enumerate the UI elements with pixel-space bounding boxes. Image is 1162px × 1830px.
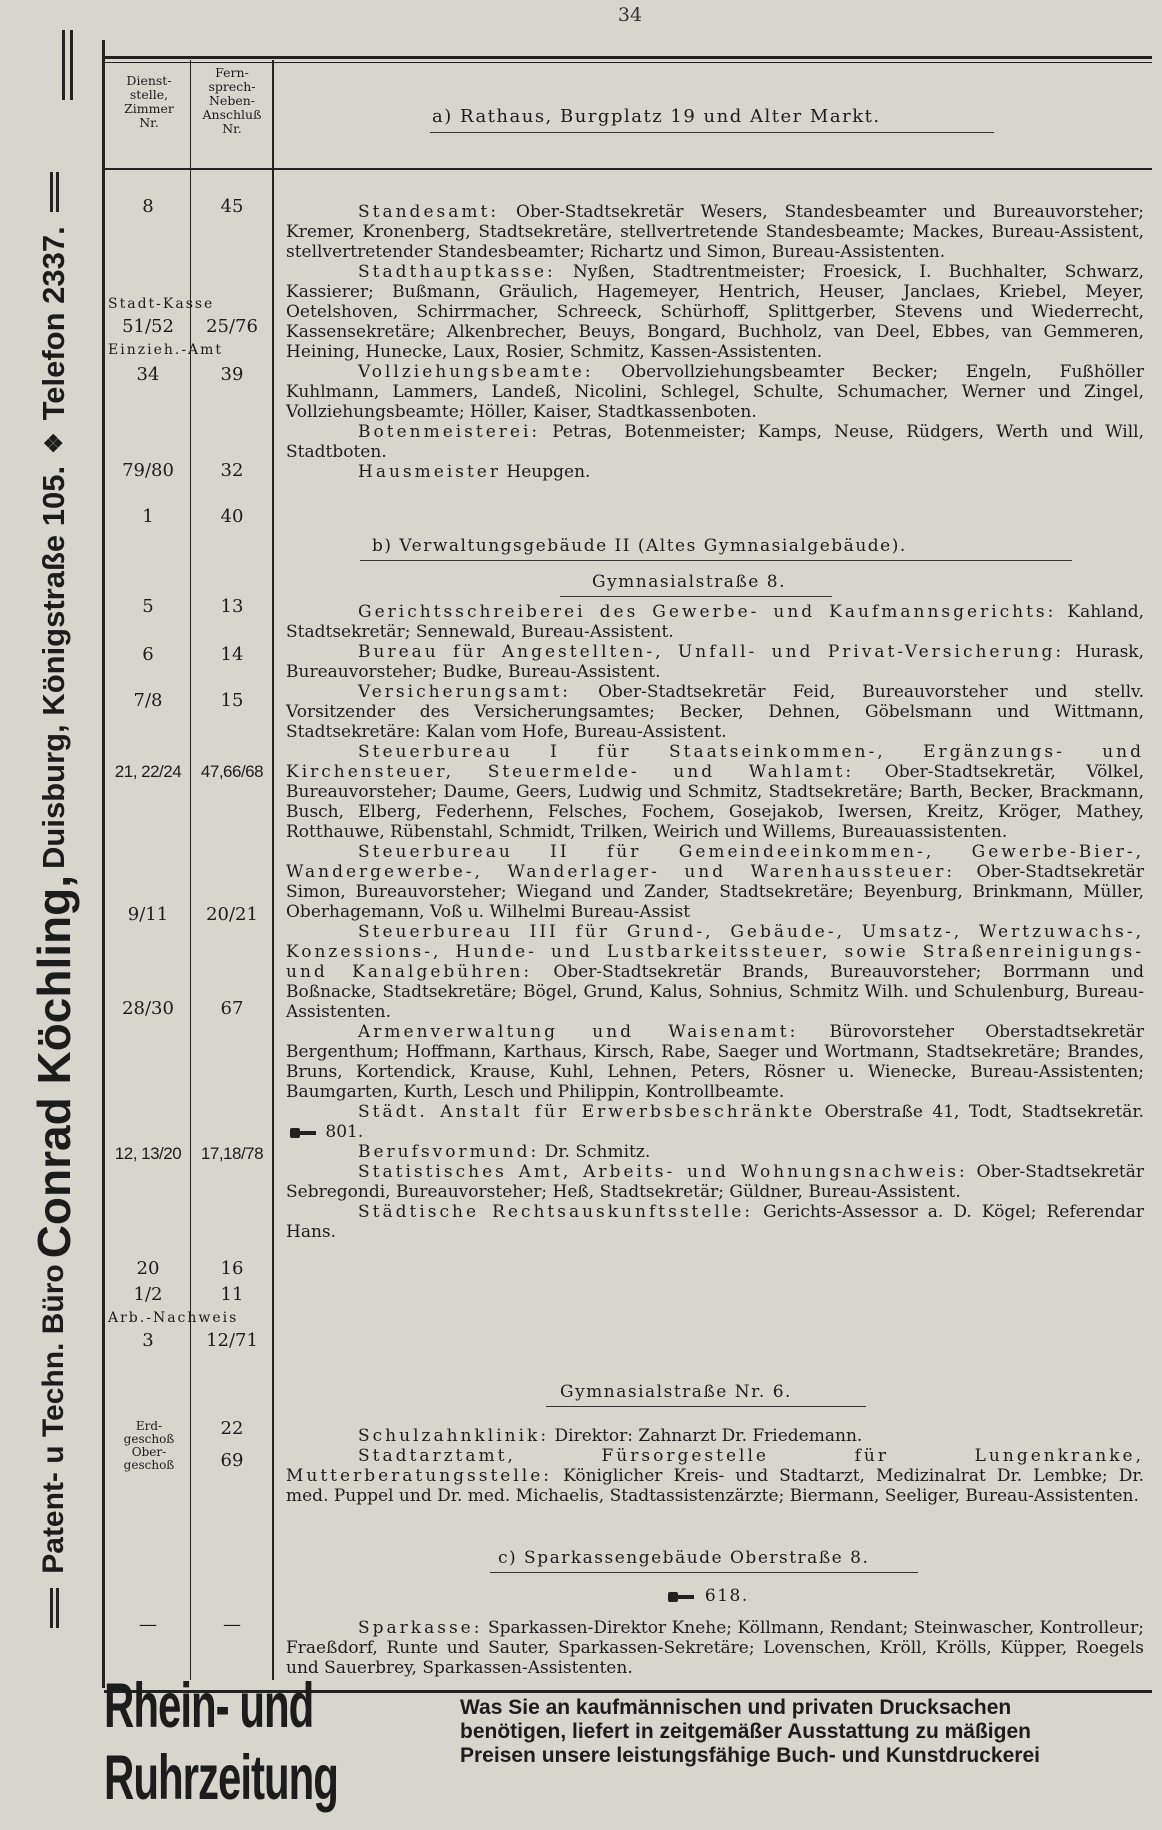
entry-schulzahnklinik: Schulzahnklinik: Direktor: Zahnarzt Dr. Friedemann. (358, 1426, 863, 1446)
side-advertisement (14, 30, 94, 1700)
room-label: Arb.-Nachweis (108, 1310, 239, 1326)
section-c-title: c) Sparkassengebäude Oberstraße 8. (498, 1548, 870, 1568)
room-number: — (139, 1614, 157, 1635)
room-number: 5 (142, 596, 154, 617)
newspaper-brand: Rhein- und Ruhrzeitung (104, 1670, 338, 1813)
section-b2-street: Gymnasialstraße Nr. 6. (560, 1382, 792, 1402)
entry-vollziehungsbeamte: Vollziehungsbeamte: Obervollziehungsbeamter Becker; Engeln, Fußhöller Kuhlmann, Lammers, Landeß, Nicolini, Schlegel, Schulte, Schumacher, Werner und Zingel, Vollziehungsbeamte; Höller, Kaiser, Stadtkassenboten. (286, 362, 1144, 422)
entries-block-c (286, 1618, 1144, 1678)
phone-extension: 25/76 (206, 316, 258, 337)
phone-extension: — (223, 1614, 241, 1635)
entry-steuerbureau-2: Steuerbureau II für Gemeindeeinkommen-, Gewerbe-Bier-, Wandergewerbe-, Wanderlager- und Warenhaussteuer: Ober-Stadtsekretär Simon, Bureauvorsteher; Wiegand und Zander, Stadtsekretäre; Beyenburg, Brinkmann, Müller, Oberhagemann, Voß u. Wilhelmi Bureau-Assist (286, 842, 1144, 922)
entry-bureau-angestellten: Bureau für Angestellten-, Unfall- und Privat-Versicherung: Hurask, Bureauvorsteher; Budke, Bureau-Assistent. (286, 642, 1145, 682)
phone-extension: 14 (220, 644, 244, 665)
header-room: Dienst- stelle, Zimmer Nr. (124, 73, 174, 130)
phone-extension: 12/71 (206, 1330, 258, 1351)
phone-extension: 47,66/68 (200, 762, 264, 781)
room-label: Stadt-Kasse (108, 296, 215, 312)
room-number: 7/8 (133, 690, 163, 711)
entry-sparkasse: Sparkasse: Sparkassen-Direktor Knehe; Köllmann, Rendant; Steinwascher, Kontrolleur; Fraeßdorf, Runte und Sauter, Sparkassen-Sekretäre; Lovenschen, Kröll, Krölls, Küpper, Roegels und Sauerbrey, Sparkassen-Assistenten. (286, 1618, 1144, 1678)
entry-statistisches-amt: Statistisches Amt, Arbeits- und Wohnungsnachweis: Ober-Stadtsekretär Sebregondi, Bureauvorsteher; Heß, Stadtsekretär; Güldner, Bureau-Assistent. (286, 1162, 1144, 1202)
room-number: 9/11 (127, 904, 169, 925)
telephone-icon (290, 1128, 316, 1138)
room-number: 34 (136, 364, 160, 385)
section-b-title: b) Verwaltungsgebäude II (Altes Gymnasialgebäude). (372, 536, 907, 556)
frame-rule-top-thin (104, 62, 1152, 63)
side-ad-text (18, 120, 90, 1680)
room-number: 1/2 (133, 1284, 163, 1305)
side-ad-separator: ❖ (40, 432, 68, 454)
bottom-ad-text: Was Sie an kaufmännischen und privaten Drucksachen benötigen, liefert in zeitgemäßer Ausstattung zu mäßigen Preisen unsere leistungsfähige Buch- und Kunstdruckerei (460, 1696, 1040, 1767)
section-b-street: Gymnasialstraße 8. (592, 572, 786, 592)
entry-armenverwaltung: Armenverwaltung und Waisenamt: Bürovorsteher Oberstadtsekretär Bergenthum; Hoffmann, Karthaus, Kirsch, Rabe, Saeger und Wortmann, Stadtsekretäre; Brandes, Bruns, Kortendick, Krause, Kuhl, Lehnen, Peters, Rösner u. Wienecke, Bureau-Assistenten; Baumgarten, Kurth, Lesch und Philippin, Kontrollbeamte. (286, 1022, 1144, 1102)
room-label: Erd- geschoß Ober- geschoß (123, 1419, 175, 1472)
entries-block-b (286, 602, 1144, 1242)
section-a-title: a) Rathaus, Burgplatz 19 und Alter Markt. (432, 106, 881, 127)
section-c-phone: 618. (664, 1586, 749, 1606)
room-label: Einzieh.-Amt (108, 342, 224, 358)
entry-steuerbureau-3: Steuerbureau III für Grund-, Gebäude-, Umsatz-, Wertzuwachs-, Konzessions-, Hunde- und Lustbarkeitssteuer, sowie Straßenreinigungs- und Kanalgebühren: Ober-Stadtsekretär Brands, Bureauvorsteher; Borrmann und Boßnacke, Stadtsekretäre; Bögel, Grund, Kalus, Sohnius, Schmitz Wilh. und Schulenburg, Bureau-Assistenten. (286, 922, 1144, 1022)
frame-rule-header (104, 168, 1152, 170)
phone-extension: 67 (220, 998, 244, 1019)
room-number: 28/30 (122, 998, 174, 1019)
side-ad-phone: Telefon 2337. (36, 226, 71, 421)
entry-standesamt: Standesamt: Ober-Stadtsekretär Wesers, Standesbeamter und Bureauvorsteher; Kremer, Kronenberg, Stadtsekretäre, stellvertretende Standesbeamte; Mackes, Bureau-Assistent, stellvertretender Standesbeamter; Richartz und Simon, Bureau-Assistenten. (286, 202, 1144, 262)
room-number: 3 (142, 1330, 154, 1351)
phone-extension: 32 (220, 460, 244, 481)
entries-block-b2 (286, 1426, 1144, 1506)
phone-extension: 69 (220, 1450, 244, 1471)
frame-rule-top (104, 56, 1152, 59)
room-number: 51/52 (122, 316, 174, 337)
header-phone: Fern- sprech- Neben- Anschluß Nr. (202, 65, 262, 136)
phone-extension: 22 (220, 1418, 244, 1439)
room-number: 79/80 (122, 460, 174, 481)
phone-extension: 20/21 (206, 904, 258, 925)
phone-extension: 39 (220, 364, 244, 385)
phone-extension: 15 (220, 690, 244, 711)
side-ad-prefix: Patent- u Techn. Büro (37, 1264, 70, 1574)
entry-botenmeisterei: Botenmeisterei: Petras, Botenmeister; Kamps, Neuse, Rüdgers, Werth und Will, Stadtboten. (286, 422, 1145, 462)
room-number: 1 (142, 506, 154, 527)
entry-rechtsauskunft: Städtische Rechtsauskunftsstelle: Gerichts-Assessor a. D. Kögel; Referendar Hans. (286, 1202, 1144, 1242)
entry-versicherungsamt: Versicherungsamt: Ober-Stadtsekretär Feid, Bureauvorsteher und stellv. Vorsitzender des Versicherungsamtes; Becker, Dehnen, Göbelsmann und Wittmann, Stadtsekretäre: Kalan vom Hofe, Bureau-Assistent. (286, 682, 1145, 742)
phone-extension: 17,18/78 (200, 1144, 264, 1163)
telephone-icon (668, 1592, 694, 1602)
column-divider (102, 40, 105, 1688)
entry-gerichtsschreiberei: Gerichtsschreiberei des Gewerbe- und Kaufmannsgerichts: Kahland, Stadtsekretär; Sennewald, Bureau-Assistent. (286, 602, 1144, 642)
entries-block-a (286, 202, 1144, 482)
side-ad-name: Conrad Köchling, (28, 874, 80, 1259)
room-number: 12, 13/20 (114, 1144, 182, 1163)
room-number: 21, 22/24 (114, 762, 182, 781)
entry-stadthauptkasse: Stadthauptkasse: Nyßen, Stadtrentmeister; Froesick, I. Buchhalter, Schwarz, Kassierer; Bußmann, Gräulich, Hagemeyer, Hentrich, Heuser, Janclaes, Kriebel, Meyer, Oetelshoven, Schirrmacher, Schreeck, Schürhoff, Splittgerber, Stevens und Wiederrecht, Kassensekretäre; Alkenbrecher, Beuys, Bongard, Buchholz, van Deel, Ebbes, van Gemmeren, Heining, Hunecke, Laux, Rosier, Schmitz, Kassen-Assistenten. (286, 262, 1144, 362)
entry-hausmeister: Hausmeister Heupgen. (358, 462, 591, 482)
column-divider (272, 60, 274, 1680)
entry-steuerbureau-1: Steuerbureau I für Staatseinkommen-, Ergänzungs- und Kirchensteuer, Steuermelde- und Wahlamt: Ober-Stadtsekretär, Völkel, Bureauvorsteher; Daume, Geers, Ludwig und Schmitz, Stadtsekretäre; Barth, Becker, Brackmann, Busch, Elberg, Federhenn, Felsches, Fochem, Gosejakob, Iwersen, Kreitz, Kröger, Mathey, Rotthauwe, Rübenstahl, Schmidt, Trilken, Weirich und Willems, Bureauassistenten. (286, 742, 1144, 842)
room-number: 6 (142, 644, 154, 665)
entry-anstalt: Städt. Anstalt für Erwerbsbeschränkte Oberstraße 41, Todt, Stadtsekretär. 801. (286, 1102, 1144, 1142)
phone-extension: 16 (220, 1258, 244, 1279)
side-ad-address: Duisburg, Königstraße 105. (36, 465, 71, 869)
room-number: 20 (136, 1258, 160, 1279)
phone-extension: 11 (220, 1284, 244, 1305)
room-number: 8 (142, 196, 154, 217)
phone-extension: 45 (220, 196, 244, 217)
phone-extension: 40 (220, 506, 244, 527)
entry-stadtarztamt: Stadtarztamt, Fürsorgestelle für Lungenkranke, Mutterberatungsstelle: Königlicher Kreis- und Stadtarzt, Medizinalrat Dr. Lembke; Dr. med. Puppel und Dr. med. Michaelis, Stadtassistenzärzte; Biermann, Seeliger, Bureau-Assistenten. (286, 1446, 1145, 1506)
phone-extension: 13 (220, 596, 244, 617)
page-number: 34 (617, 4, 643, 26)
entry-berufsvormund: Berufsvormund: Dr. Schmitz. (358, 1142, 651, 1162)
